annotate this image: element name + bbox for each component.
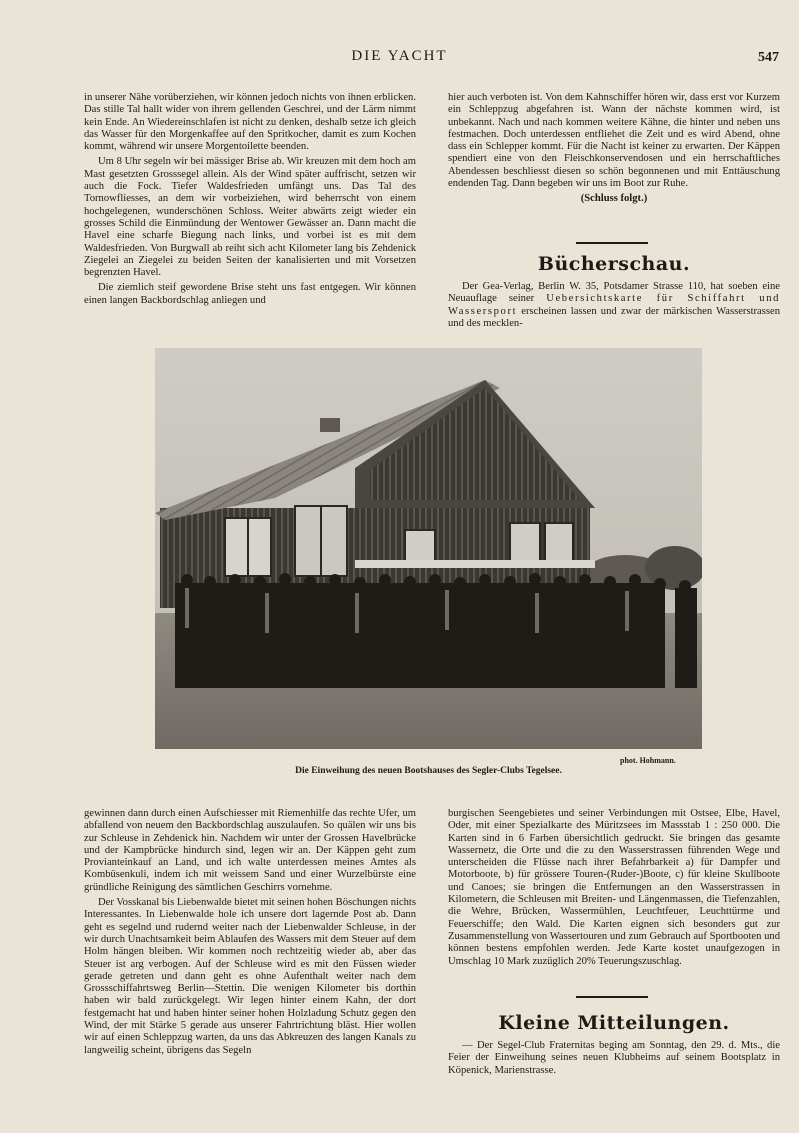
boathouse-photo-illustration <box>155 348 702 749</box>
section-divider <box>576 996 648 998</box>
boathouse-photo <box>155 348 702 749</box>
column-bottom-right <box>448 808 780 988</box>
books-intro: Der Gea-Verlag, Berlin W. 35, Potsdamer Strasse 110, hat soeben eine Neuauflage seiner <box>448 281 780 305</box>
paragraph: Der Vosskanal bis Liebenwalde bietet mit seinen hohen Böschungen nichts Interessantes. In Liebenwalde hole ich unsere dort lagernde Post ab. Dann geht es segelnd und rudernd weiter nach der Liebenwalder Schleuse, in der wir durch Unachtsamkeit beim Ablaufen des Wassers mit dem Steuer auf dem Holm hängen bleiben. Wir kommen noch rechtzeitig wieder ab, aber das Steuer ist arg verbogen. Auf der Schleuse wird es mit den Füssen wieder gerade getreten und dann geht es ohne Aufenthalt weiter nach dem Grossschiffahrtsweg Berlin—Stettin. Die wenigen Kilometer bis dorthin haben wir bald zurückgelegt. Wir legen hinter einem Kahn, der dort festgemacht hat und haben hinter seiner hohen Holzladung Schutz gegen den Wind, der mit Stärke 5 gerade aus unserer Fahrtrichtung bläst. Hier wollen wir auf einen Schleppzug warten, da uns das Abkreuzen des langen Kanals zu langweilig scheint, übrigens das Segeln <box>84 897 416 1056</box>
section-heading-news: Kleine Mitteilungen. <box>498 1012 730 1034</box>
book-title-spaced: Uebersichtskarte für Schiffahrt und Wassersport <box>448 293 780 317</box>
continued-notice: (Schluss folgt.) <box>580 193 648 205</box>
books-rest: erscheinen lassen und zwar der märkischen Wasserstrassen und des mecklen- <box>448 305 780 326</box>
paragraph: hier auch verboten ist. Von dem Kahnschiffer hören wir, dass erst vor Kurzem ein Schleppzug abgefahren ist. Wann der nächste kommen wird, ist unbekannt. Nach und nach kommen weitere Kähne, die hinter und neben uns festmachen. Doch unterdessen entfliehet die Zeit und es wird Abend, ohne dass ein Schlepper kommt. Für die Nacht ist keiner zu erwarten. Der Käppen spendiert eine von den Fleischkonservendosen und ein herrschaftliches Abendessen beschliesst diesen so schön begonnenen und mit Enttäuschung endenden Tag. Dann begeben wir uns im Boot zur Ruhe. <box>448 92 780 190</box>
books-review-text <box>448 281 780 326</box>
paragraph: gewinnen dann durch einen Aufschiesser mit Riemenhilfe das rechte Ufer, um abfallend von neuem den Backbordschlag auszulaufen. So quälen wir uns bis zur Schleuse in Zehdenick hin. Nachdem wir unter der Grossen Havelbrücke und der Kampbrücke hindurch sind, legen wir an. Der Käppen geht zum Provianteinkauf an Land, und ich walte unterdessen meines Amtes als Kombüsenkuli, indem ich mit weissem Sand und einer Wurzelbürste eine gründliche Reinigung des sämtlichen Geschirrs vornehme. <box>84 808 416 893</box>
paragraph: burgischen Seengebietes und seiner Verbindungen mit Ostsee, Elbe, Havel, Oder, mit einer Spezialkarte des Müritzsees im Massstab 1 : 250 000. Die Karten sind in 6 Farben übersichtlich gedruckt. Sie bringen das gesamte Wassernetz, die Orte und die zu den Wasserstrassen führenden Wege und unterscheiden die Flüsse nach ihrer Befahrbarkeit a) für Dampfer und Motorboote, b) für grössere Touren-(Ruder-)Boote, c) für kleine Skullboote und Canoes; sie bringen die Entfernungen an den Wasserstrassen in Kilometern, die Schleusen mit Breiten- und Längenmassen, die Tiefenzahlen, die Wehre, Brücken, Wassermühlen, Leuchtfeuer, Leuchttürme und Feuerschiffe; den Wald. Die Karten eignen sich besonders gut zur Zusammenstellung von Wassertouren und zum Gebrauch auf Sportbooten und können bestens empfohlen werden. Jede Karte kostet unaufgezogen in Umschlag 10 Mark zuzüglich 20% Teuerungszuschlag. <box>448 808 780 967</box>
column-top-right <box>448 92 780 232</box>
section-heading-books: Bücherschau. <box>537 253 691 275</box>
running-header-title: DIE YACHT <box>351 48 448 64</box>
news-text <box>448 1040 780 1100</box>
photo-credit: phot. Hohmann. <box>620 756 676 765</box>
paragraph: — Der Segel-Club Fraternitas beging am Sonntag, den 29. d. Mts., die Feier der Einweihung seines neuen Klubheims auf seinem Bootsplatz in Köpenick, Marienstrasse. <box>448 1040 780 1076</box>
paragraph: Um 8 Uhr segeln wir bei mässiger Brise ab. Wir kreuzen mit dem hoch am Mast gesetzten Grosssegel allein. Als der Wind später auffrischt, setzen wir auch die Fock. Tiefer Waldesfrieden umfängt uns. Das Tal des Tornowfliesses, an dem wir vorbeiziehen, wird beherrscht von einem hochgelegenen, wunderschönen Schloss. Weiter abwärts zeigt wieder ein grosses Schild die Einmündung der Wentower Gewässer an. Dann macht die Havel eine scharfe Biegung nach links, und vorbei ist es mit dem Waldesfrieden. Von Burgwall ab reiht sich acht Kilometer lang bis Zehdenick Ziegelei an Ziegelei zu beiden Seiten der kanalisierten und mit Vorsetzen begrenzten Havel. <box>84 156 416 279</box>
column-top-left <box>84 92 416 332</box>
paragraph: Die ziemlich steif gewordene Brise steht uns fast entgegen. Wir können einen langen Backbordschlag anliegen und <box>84 282 416 306</box>
column-bottom-left <box>84 808 416 1120</box>
photo-caption: Die Einweihung des neuen Bootshauses des Segler-Clubs Tegelsee. <box>295 766 562 776</box>
paragraph: in unserer Nähe vorüberziehen, wir können jedoch nichts von ihnen erblicken. Das stille Tal hallt wider von ihrem gellenden Geschrei, und der Lärm nimmt kein Ende. An Wiedereinschlafen ist nicht zu denken, deshalb setze ich gleich das Wasser für den Morgenkaffee auf den Spritkocher, damit es zum Kochen kommt, während wir unsere Morgentoilette beenden. <box>84 92 416 153</box>
section-divider <box>576 242 648 244</box>
page-number: 547 <box>758 50 779 65</box>
paragraph <box>448 281 780 326</box>
